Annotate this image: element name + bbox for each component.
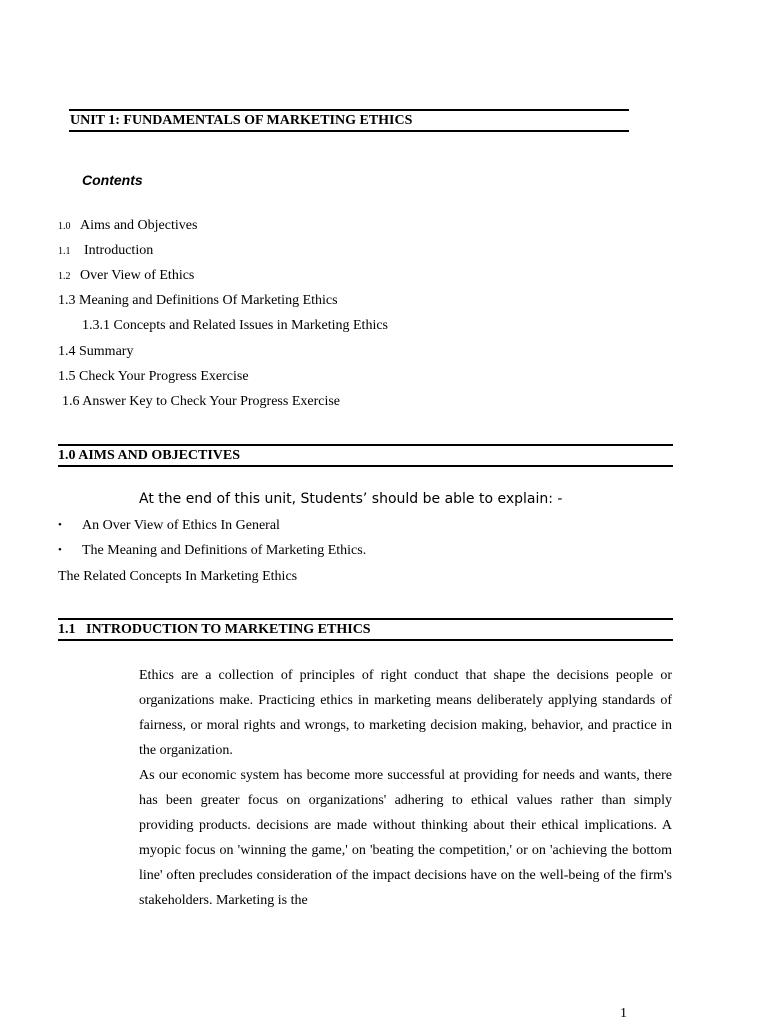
bullet-icon: • xyxy=(58,519,62,531)
intro-bottom-rule xyxy=(58,639,673,641)
aims-bullet-item: The Meaning and Definitions of Marketing Ethics. xyxy=(82,543,367,558)
toc-number: 1.0 xyxy=(58,221,71,232)
intro-paragraph-2: As our economic system has become more successful at providing for needs and wants, there has been greater focus on organizations' adhering to ethical values rather than simply providing products. decisions are made without thinking about their ethical implications. A myopic focus on 'winning the game,' on 'beating the competition,' or on 'achieving the bottom line' often precludes consideration of the impact decisions have on the well-being of the firm's stakeholders. Marketing is the xyxy=(139,768,672,908)
title-top-rule xyxy=(69,109,629,111)
toc-item xyxy=(58,268,194,284)
aims-trailing-item: The Related Concepts In Marketing Ethics xyxy=(58,569,298,584)
page-number: 1 xyxy=(620,1006,627,1021)
toc-text: Aims and Objectives xyxy=(80,218,198,233)
toc-item xyxy=(58,218,197,234)
intro-paragraph-1: Ethics are a collection of principles of right conduct that shape the decisions people or organizations make. Practicing ethics in marketing means deliberately applying standards of fairness, or moral rights and wrongs, to marketing decision making, behavior, and practice in the organization. xyxy=(139,668,672,758)
bullet-icon: • xyxy=(58,544,62,556)
aims-bullet-item: An Over View of Ethics In General xyxy=(82,518,280,533)
contents-label: Contents xyxy=(82,172,143,188)
aims-bottom-rule xyxy=(58,465,673,467)
toc-item xyxy=(58,243,153,259)
toc-item: 1.3.1 Concepts and Related Issues in Marketing Ethics xyxy=(82,318,388,333)
toc-item: 1.5 Check Your Progress Exercise xyxy=(58,369,249,384)
aims-heading: 1.0 AIMS AND OBJECTIVES xyxy=(58,448,241,463)
toc-item: 1.6 Answer Key to Check Your Progress Exercise xyxy=(62,394,341,409)
toc-number: 1.1 xyxy=(58,246,71,257)
title-bottom-rule xyxy=(69,130,629,132)
toc-item: 1.3 Meaning and Definitions Of Marketing Ethics xyxy=(58,293,338,308)
toc-item: 1.4 Summary xyxy=(58,344,134,359)
aims-intro: At the end of this unit, Students’ should be able to explain: - xyxy=(139,491,563,507)
toc-text: Introduction xyxy=(84,243,154,258)
unit-title: UNIT 1: FUNDAMENTALS OF MARKETING ETHICS xyxy=(70,113,413,128)
toc-number: 1.2 xyxy=(58,271,71,282)
toc-text: Over View of Ethics xyxy=(80,268,195,283)
aims-top-rule xyxy=(58,444,673,446)
intro-heading: 1.1 INTRODUCTION TO MARKETING ETHICS xyxy=(58,622,371,637)
intro-top-rule xyxy=(58,618,673,620)
